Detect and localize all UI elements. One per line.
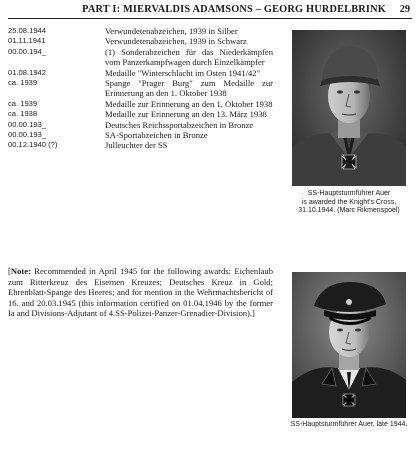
award-entry (8, 99, 273, 109)
awards-list (8, 26, 273, 151)
award-text: Julleuchter der SS (105, 140, 168, 151)
award-text: Medaille zur Erinnerung an den 1. Oktober 1938 (105, 98, 273, 109)
award-date: ca. 1939 (8, 98, 38, 108)
award-entry (8, 130, 273, 140)
award-date: 00.00.193_ (8, 130, 47, 140)
award-date: 00.00.193_ (8, 119, 47, 129)
award-date: 01.08.1942 (8, 67, 47, 77)
award-text: Medaille zur Erinnerung an den 13. März 1938 (105, 109, 267, 120)
caption-line: 31.10.1944. (Marc Rikmenspoel) (298, 207, 400, 215)
award-date: ca. 1938 (8, 109, 38, 119)
award-text: Medaille "Winterschlacht im Osten 1941/42" (105, 67, 261, 78)
portrait-peaked-cap-image (292, 272, 406, 418)
award-date: 00.00.194_ (8, 46, 47, 56)
portrait-photo-field-cap (292, 30, 406, 186)
note-paragraph (8, 266, 273, 319)
award-entry (8, 120, 273, 130)
award-text: SA-Sportabzeichen in Bronze (105, 130, 208, 141)
award-text: Deutsches Reichssportabzeichen in Bronze (105, 119, 254, 130)
caption-line: is awarded the Knight's Cross, (301, 198, 397, 206)
award-text: Verwundetenabzeichen, 1939 in Schwarz (105, 36, 247, 47)
award-entry (8, 109, 273, 119)
note-text: Recommended in April 1945 for the following awards: Eichenlaub zum Ritterkreuz des Eisernen Kreuzes; Deutsches Kreuz in Gold; Ehrenblatt-Spange des Heeres; and for mention in the Wehrmachtsbericht of 16. and 20.03.1945 (this information certified on 01.04.1946 by the former Ia and Divisions-Adjutant of 4.SS-Polizei-Panzer-Grenadier-Division).] (8, 266, 273, 318)
award-date: ca. 1939 (8, 78, 38, 88)
page-number: 29 (399, 4, 410, 15)
caption-line: SS-Hauptsturmführer Auer (307, 190, 391, 197)
portrait-field-cap-image (292, 30, 406, 186)
photo-caption-1 (282, 190, 416, 216)
page-header (8, 4, 412, 18)
note-bracket: [ (8, 266, 11, 276)
award-entry (8, 47, 273, 68)
award-date: 25.08.1944 (8, 26, 47, 35)
note-label: Note: (10, 266, 31, 276)
caption-line: SS-Hauptsturmführer Auer, late 1944. (290, 421, 408, 428)
award-date: 00.12.1940 (?) (8, 140, 58, 150)
award-date: 01.11.1941 (8, 36, 46, 46)
running-head-title: PART I: MIERVALDIS ADAMSONS – GEORG HURDELBRINK (82, 4, 386, 15)
photo-caption-2 (282, 421, 416, 430)
award-text: Spange "Prager Burg" zum Medaille zur Erinnerung an den 1. Oktober 1938 (105, 78, 273, 99)
portrait-photo-peaked-cap (292, 272, 406, 418)
award-entry (8, 78, 273, 99)
award-entry (8, 68, 273, 78)
award-text: (1) Sonderabzeichen für das Niederkämpfen vom Panzerkampfwagen durch Einzelkämpfer (105, 46, 273, 68)
header-rule (8, 18, 412, 19)
award-entry (8, 140, 273, 150)
award-entry (8, 36, 273, 46)
award-text: Verwundetenabzeichen, 1939 in Silber (105, 26, 238, 36)
award-entry (8, 26, 273, 36)
